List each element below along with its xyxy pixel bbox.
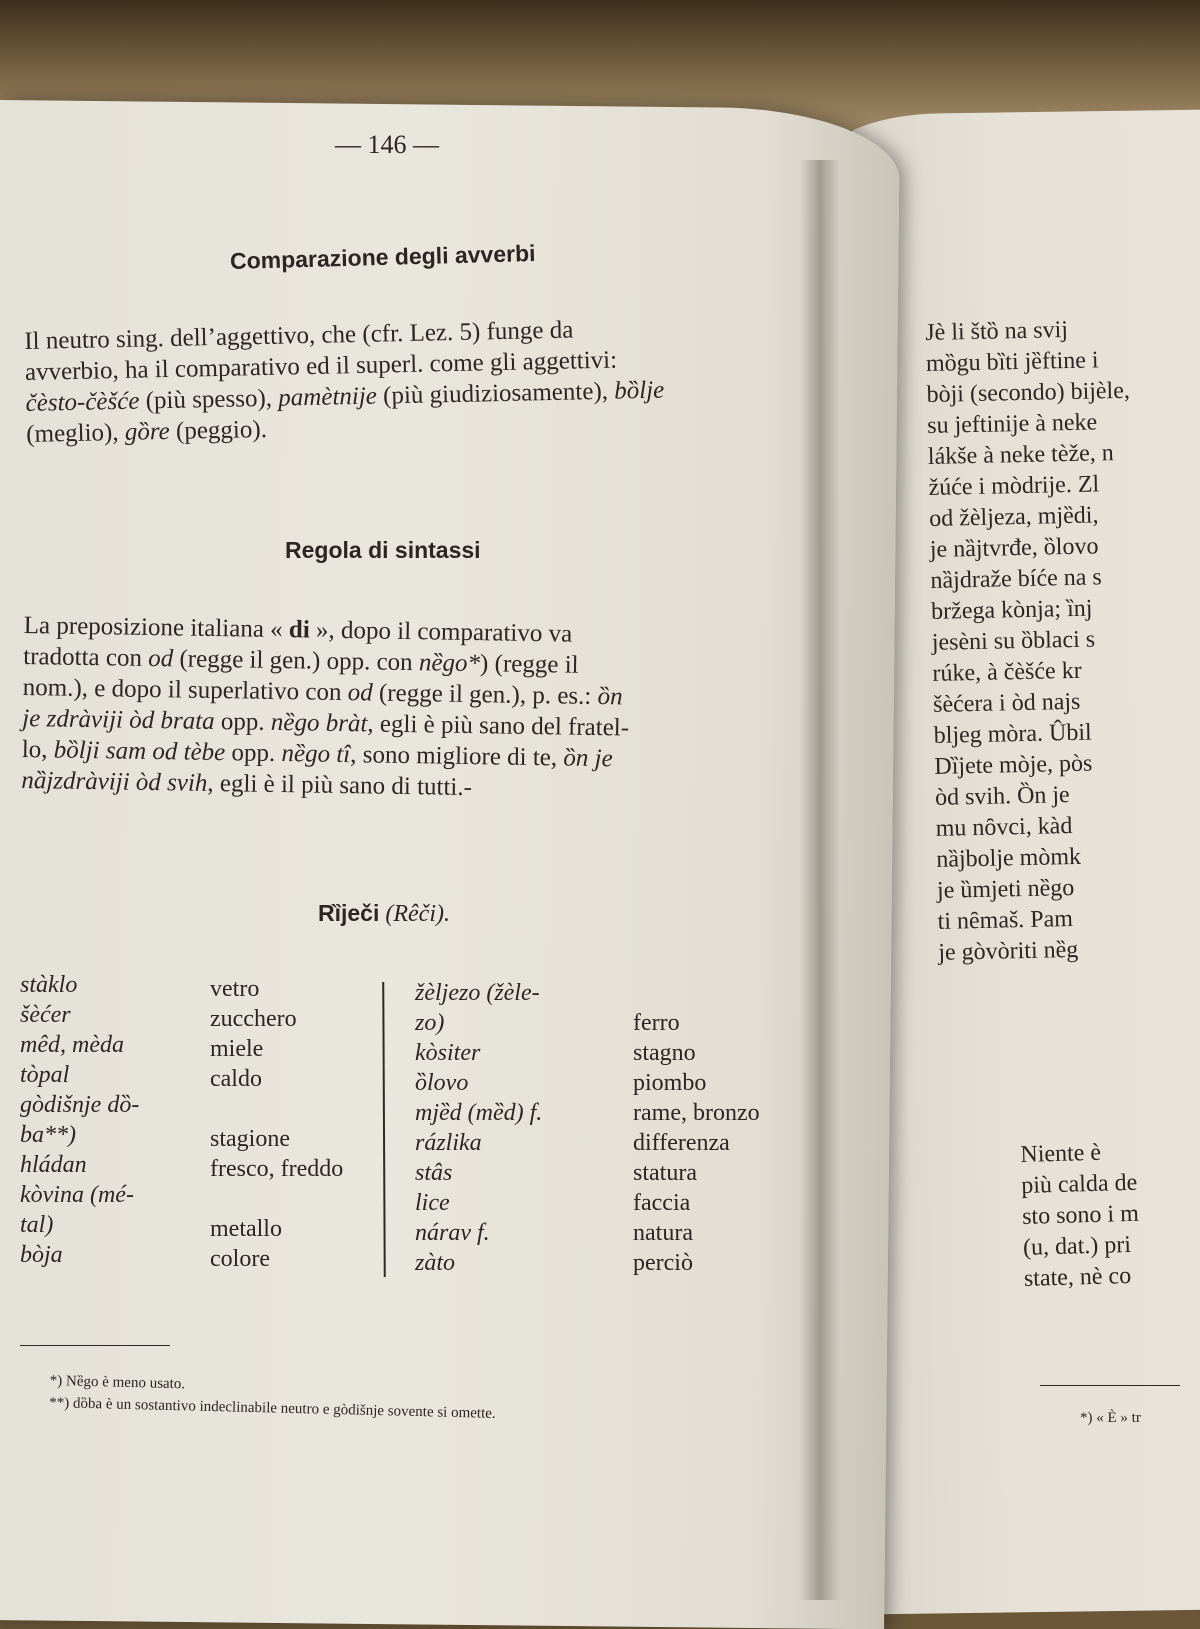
list-item: ferro xyxy=(633,1010,680,1036)
text-segment: , sono migliore di te, xyxy=(350,741,564,772)
vocab-column-italian-2 xyxy=(633,1008,760,1278)
text-segment: (peggio). xyxy=(169,415,268,445)
italic-term: čèsto-čèšće xyxy=(25,387,140,417)
list-item: zàto xyxy=(415,1250,456,1276)
vocab-heading-word: Rȉječi xyxy=(318,900,380,926)
page-number: — 146 — xyxy=(335,130,439,159)
list-item: hládan xyxy=(20,1152,87,1178)
right-footnote: *) « È » tr xyxy=(1080,1410,1141,1426)
list-item: Niente è xyxy=(1020,1139,1102,1168)
vocab-column-croatian-2 xyxy=(415,978,542,1278)
right-footnote-rule xyxy=(1040,1385,1180,1386)
list-item: je nȁjtvrđe, ȍlovo xyxy=(929,533,1099,563)
list-item: je ȕmjeti nȅgo xyxy=(936,875,1075,904)
text-segment: ) (regge il xyxy=(479,650,579,679)
text-segment: Il neutro sing. dell’aggettivo, che (cfr. Lez. 5) funge da xyxy=(24,316,574,355)
italic-term: nȅgo bràt xyxy=(270,708,368,738)
list-item: miele xyxy=(210,1036,264,1062)
list-item: nȁjdraže bíće na s xyxy=(930,564,1102,594)
list-item: mêd, mèda xyxy=(20,1032,124,1058)
list-item: (u, dat.) pri xyxy=(1022,1231,1132,1261)
list-item: fresco, freddo xyxy=(210,1156,344,1182)
italic-term: gȍre xyxy=(124,417,171,446)
text-segment: nom.), e dopo il superlativo con xyxy=(22,673,348,707)
list-item: tal) xyxy=(20,1212,54,1238)
list-item xyxy=(210,1094,343,1124)
heading-comparison: Comparazione degli avverbi xyxy=(229,240,536,274)
list-item: nȁjbolje mòmk xyxy=(936,843,1082,873)
list-item: faccia xyxy=(633,1190,691,1216)
list-item: più calda de xyxy=(1020,1169,1138,1199)
text-segment: (regge il gen.) opp. con xyxy=(172,645,420,677)
italic-term: nȁjzdràviji òd svih xyxy=(21,766,208,797)
italic-term: je zdràviji òd brata xyxy=(22,704,215,736)
list-item: bržega kònja; ȉnj xyxy=(930,595,1093,625)
book-gutter xyxy=(800,160,840,1600)
list-item xyxy=(210,1184,343,1214)
list-item: šèćer xyxy=(20,1002,71,1028)
italic-term: nȅgo tî xyxy=(281,740,351,769)
list-item: sto sono i m xyxy=(1021,1200,1140,1230)
vocab-column-italian-1 xyxy=(210,974,343,1274)
list-item: metallo xyxy=(210,1216,282,1242)
text-segment: lo, xyxy=(21,735,54,764)
vocab-heading-alt: (Rêči). xyxy=(385,901,450,927)
text-segment: (regge il gen.), p. es.: xyxy=(372,679,598,711)
list-item: statura xyxy=(633,1160,697,1186)
list-item: differenza xyxy=(633,1130,730,1156)
list-item: òd svih. Ȍn je xyxy=(934,782,1070,811)
text-segment: », dopo il comparativo va xyxy=(309,616,573,648)
list-item: bòja xyxy=(20,1242,63,1268)
list-item: caldo xyxy=(210,1066,262,1092)
list-item: jesèni su ȍblaci s xyxy=(931,626,1096,656)
text-segment: (meglio), xyxy=(25,418,126,448)
list-item: rúke, à čèšće kr xyxy=(932,657,1082,687)
text-segment: di xyxy=(288,616,310,644)
list-item: state, nè co xyxy=(1023,1262,1132,1292)
list-item: colore xyxy=(210,1246,270,1272)
heading-syntax: Regola di sintassi xyxy=(285,537,481,563)
vocab-column-croatian-1 xyxy=(20,970,139,1270)
italic-term: ȍn je xyxy=(563,744,613,773)
list-item: zo) xyxy=(415,1010,445,1036)
list-item: perciò xyxy=(633,1250,693,1276)
list-item: rázlika xyxy=(415,1130,482,1156)
footnote-2: **) dȍba è un sostantivo indeclinabile neutro e gòdišnje sovente si omette. xyxy=(48,1394,496,1422)
syntax-paragraph xyxy=(21,610,631,806)
list-item: Dȉjete mòje, pòs xyxy=(934,750,1093,780)
vocab-heading xyxy=(318,900,450,928)
list-item: vetro xyxy=(210,976,260,1002)
list-item: lice xyxy=(415,1190,450,1216)
list-item: piombo xyxy=(633,1070,707,1096)
right-page-text-2 xyxy=(1020,1137,1141,1295)
text-segment: avverbio, ha il comparativo ed il superl. come gli aggettivi: xyxy=(24,346,618,386)
italic-term: od xyxy=(147,644,174,673)
list-item: ȍlovo xyxy=(415,1070,469,1096)
footnote-rule xyxy=(20,1345,170,1346)
list-item: mu nȏvci, kàd xyxy=(935,813,1073,842)
list-item: tòpal xyxy=(20,1062,70,1088)
italic-term: ȍn xyxy=(597,683,623,711)
list-item: nárav f. xyxy=(415,1220,490,1246)
italic-term: bȍlji sam od tèbe xyxy=(53,736,226,767)
text-segment: , egli è più sano del fratel- xyxy=(367,710,630,742)
list-item: žèljezo (žèle- xyxy=(415,980,540,1006)
italic-term: nȅgo* xyxy=(418,649,481,678)
list-item: mjȅd (mȅd) f. xyxy=(415,1100,543,1126)
list-item: od žèljeza, mjȅdi, xyxy=(928,502,1099,532)
comparison-paragraph xyxy=(24,313,665,450)
list-item: zucchero xyxy=(210,1006,297,1032)
text-segment: opp. xyxy=(225,739,282,768)
list-item: rame, bronzo xyxy=(633,1100,760,1126)
list-item: žúće i mòdrije. Zl xyxy=(928,471,1100,501)
list-item: stâs xyxy=(415,1160,453,1186)
list-item: lákše à neke tèže, n xyxy=(927,440,1115,470)
list-item: ti nȇmaš. Pam xyxy=(937,906,1074,935)
list-item: kòvina (mé- xyxy=(20,1182,134,1208)
text-segment: opp. xyxy=(214,708,272,736)
list-item: stagione xyxy=(210,1126,290,1152)
text-segment: tradotta con xyxy=(23,642,149,672)
list-item: Jè li štȍ na svij xyxy=(925,317,1069,346)
list-item: stàklo xyxy=(20,972,78,998)
list-item: bòji (secondo) bijèle, xyxy=(926,377,1131,408)
right-page-text xyxy=(925,314,1142,969)
list-item: gòdišnje dȍ- xyxy=(20,1092,140,1118)
list-item: su jeftinije à neke xyxy=(926,409,1098,439)
list-item: natura xyxy=(633,1220,693,1246)
text-segment: , egli è il più sano di tutti.- xyxy=(207,769,473,802)
text-segment: (più giudiziosamente), xyxy=(376,377,615,410)
list-item: stagno xyxy=(633,1040,696,1066)
list-item: ba**) xyxy=(20,1122,76,1148)
list-item: kòsiter xyxy=(415,1040,481,1066)
list-item: bljeg mòra. Ûbil xyxy=(933,719,1092,749)
footnote-1: *) Nȅgo è meno usato. xyxy=(49,1372,186,1393)
list-item: mȍgu bȉti jȅftine i xyxy=(925,347,1099,377)
list-item: je gòvòriti nȅg xyxy=(938,936,1079,966)
italic-term: pamètnije xyxy=(277,382,378,412)
text-segment: (più spesso), xyxy=(139,384,279,415)
list-item: šèćera i òd najs xyxy=(932,688,1081,718)
italic-term: od xyxy=(347,679,373,707)
italic-term: bȍlje xyxy=(613,376,665,405)
text-segment: La preposizione italiana « xyxy=(23,611,290,644)
